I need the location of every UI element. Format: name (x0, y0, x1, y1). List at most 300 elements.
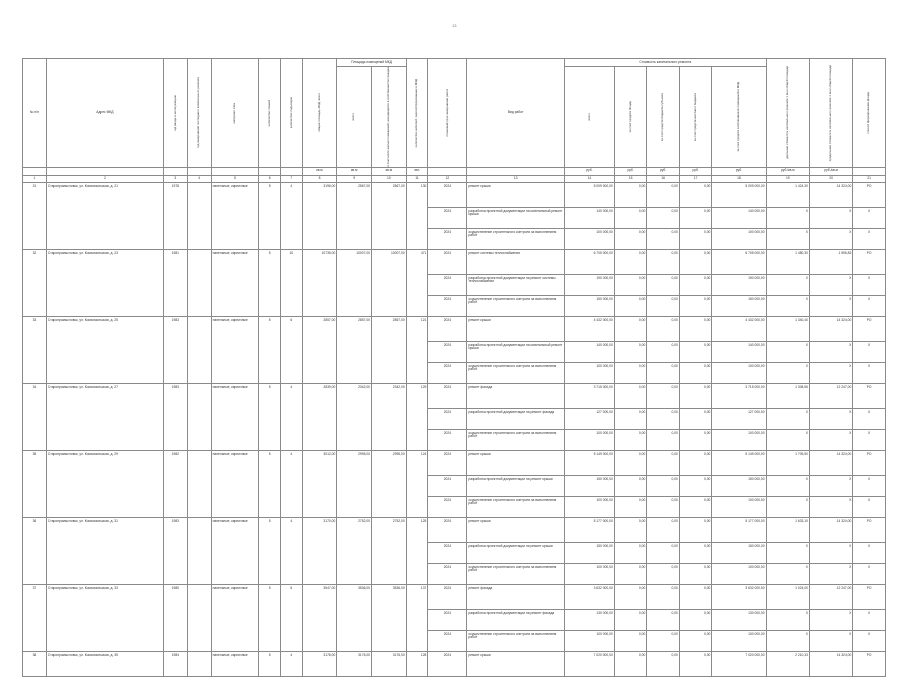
row-method: РО (853, 450, 886, 475)
row-unit-cost: 1 480,30 (766, 249, 809, 274)
row-unit-cost: X (766, 496, 809, 517)
row-cost-subject: 0,00 (647, 429, 680, 450)
row-cost-total: 5 149 000,00 (564, 450, 614, 475)
row-cost-total: 150 000,00 (564, 475, 614, 496)
row-area-all: 2857,00 (337, 316, 372, 383)
row-cost-subject: 0,00 (647, 316, 680, 341)
row-planned-year: 2024 (428, 316, 467, 341)
column-number: 16 (647, 175, 680, 182)
row-method: X (853, 228, 886, 249)
row-cost-subject: 0,00 (647, 542, 680, 563)
row-work-type: осуществление строительного контроля за выполнением работ (467, 362, 565, 383)
row-year: 1980 (163, 584, 187, 651)
row-planned-year: 2024 (428, 584, 467, 609)
row-floors: 5 (259, 651, 281, 676)
row-cost-owners: 3 632 000,00 (712, 584, 766, 609)
row-method: РО (853, 517, 886, 542)
row-last-repair (187, 316, 211, 383)
row-number: 35 (23, 450, 47, 517)
row-area-all: 2995,00 (337, 450, 372, 517)
unit-local: руб. (679, 167, 712, 175)
row-cost-owners: 100 000,00 (712, 496, 766, 517)
row-last-repair (187, 584, 211, 651)
row-work-type: осуществление строительного контроля за выполнением работ (467, 228, 565, 249)
unit-cost-total: руб. (564, 167, 614, 175)
row-planned-year: 2024 (428, 450, 467, 475)
col-num-header: № п/п (23, 59, 47, 168)
row-unit-cost: X (766, 408, 809, 429)
row-last-repair (187, 249, 211, 316)
row-work-type: разработка проектной документации на капитальный ремонт крыши (467, 207, 565, 228)
row-cost-local: 0,00 (679, 542, 712, 563)
column-number: 5 (211, 175, 259, 182)
unit-owners: руб. (712, 167, 766, 175)
row-limit-cost: 14 324,00 (809, 651, 852, 676)
col-owners-header: за счет средств собственников помещений в МКД (712, 67, 766, 168)
row-work-type: разработка проектной документации на ремонт системы теплоснабжения (467, 274, 565, 295)
column-number: 18 (712, 175, 766, 182)
row-planned-year: 2024 (428, 429, 467, 450)
row-cost-fund: 0,00 (614, 249, 647, 274)
row-limit-cost: X (809, 408, 852, 429)
group-area-header: Площадь помещений МКД (337, 59, 406, 67)
row-total-area: 2839,00 (302, 383, 337, 450)
row-method: РО (853, 182, 886, 207)
row-residents: 137 (406, 584, 428, 651)
row-year: 1983 (163, 517, 187, 584)
row-last-repair (187, 450, 211, 517)
row-cost-subject: 0,00 (647, 450, 680, 475)
column-number: 6 (259, 175, 281, 182)
row-planned-year: 2024 (428, 542, 467, 563)
row-method: X (853, 274, 886, 295)
unit-subject: руб. (647, 167, 680, 175)
row-cost-subject: 0,00 (647, 651, 680, 676)
row-method: РО (853, 249, 886, 274)
row-unit-cost: X (766, 475, 809, 496)
row-work-type: ремонт крыши (467, 450, 565, 475)
row-cost-owners: 100 000,00 (712, 228, 766, 249)
row-limit-cost: 12 247,00 (809, 584, 852, 609)
row-residents: 129 (406, 383, 428, 450)
row-planned-year: 2024 (428, 362, 467, 383)
row-limit-cost: 14 324,00 (809, 182, 852, 207)
column-number: 8 (302, 175, 337, 182)
row-cost-fund: 0,00 (614, 475, 647, 496)
row-cost-owners: 6 705 000,00 (712, 249, 766, 274)
row-wall-material: панельные, кирпичные (211, 383, 259, 450)
row-cost-total: 100 000,00 (564, 563, 614, 584)
row-cost-total: 5 009 000,00 (564, 182, 614, 207)
row-cost-owners: 100 000,00 (712, 362, 766, 383)
row-total-area: 3012,00 (302, 450, 337, 517)
row-cost-subject: 0,00 (647, 383, 680, 408)
col-residents-header: количество жителей, зарегистрированных в МКД (406, 59, 428, 168)
col-year-header: год ввода в эксплуатацию (163, 59, 187, 168)
row-total-area: 2857,00 (302, 316, 337, 383)
column-number: 10 (372, 175, 407, 182)
col-subject-header: за счет средств бюджета субъекта (647, 67, 680, 168)
row-cost-fund: 0,00 (614, 630, 647, 651)
row-limit-cost: X (809, 630, 852, 651)
col-local-header: за счет средств местного бюджета (679, 67, 712, 168)
row-cost-total: 100 000,00 (564, 630, 614, 651)
row-total-area: 3176,00 (302, 651, 337, 676)
col-work-type-header: Вид работ (467, 59, 565, 168)
row-cost-fund: 0,00 (614, 274, 647, 295)
row-cost-total: 4 432 000,00 (564, 316, 614, 341)
row-work-type: разработка проектной документации на ремонт фасада (467, 408, 565, 429)
row-number: 34 (23, 383, 47, 450)
row-planned-year: 2024 (428, 609, 467, 630)
row-cost-fund: 0,00 (614, 429, 647, 450)
column-number: 14 (564, 175, 614, 182)
col-last-repair-header: год завершения последнего капитального ремонта (187, 59, 211, 168)
row-cost-local: 0,00 (679, 383, 712, 408)
row-year: 1981 (163, 249, 187, 316)
row-residents: 471 (406, 249, 428, 316)
row-last-repair (187, 182, 211, 249)
row-planned-year: 2024 (428, 182, 467, 207)
row-limit-cost: 14 324,00 (809, 316, 852, 341)
row-unit-cost: X (766, 274, 809, 295)
row-cost-owners: 100 000,00 (712, 563, 766, 584)
row-limit-cost: X (809, 609, 852, 630)
row-total-area: 3547,00 (302, 584, 337, 651)
row-entrances: 4 (280, 450, 302, 517)
row-method: X (853, 295, 886, 316)
row-work-type: ремонт системы теплоснабжения (467, 249, 565, 274)
row-cost-total: 140 000,00 (564, 207, 614, 228)
row-residents: 121 (406, 316, 428, 383)
row-unit-cost: X (766, 563, 809, 584)
row-planned-year: 2024 (428, 517, 467, 542)
unit-fund: руб. (614, 167, 647, 175)
column-number: 19 (766, 175, 809, 182)
row-unit-cost: X (766, 630, 809, 651)
row-work-type: разработка проектной документации на ремонт фасада (467, 609, 565, 630)
row-address: Старопромысловск, ул. Комсомольская, д. 27 (46, 383, 163, 450)
column-number: 13 (467, 175, 565, 182)
row-area-all: 2567,00 (337, 182, 372, 249)
row-cost-local: 0,00 (679, 563, 712, 584)
row-cost-total: 150 000,00 (564, 542, 614, 563)
row-area-all: 2752,00 (337, 517, 372, 584)
row-wall-material: панельные, кирпичные (211, 182, 259, 249)
row-cost-local: 0,00 (679, 609, 712, 630)
row-cost-local: 0,00 (679, 630, 712, 651)
row-cost-local: 0,00 (679, 249, 712, 274)
row-cost-total: 130 000,00 (564, 609, 614, 630)
row-wall-material: панельные, кирпичные (211, 517, 259, 584)
page-number: 13 (452, 23, 457, 28)
row-cost-owners: 140 000,00 (712, 341, 766, 362)
row-method: X (853, 563, 886, 584)
row-work-type: ремонт фасада (467, 383, 565, 408)
row-limit-cost: X (809, 496, 852, 517)
row-floors: 5 (259, 517, 281, 584)
col-fund-header: за счет средств Фонда (614, 67, 647, 168)
row-cost-subject: 0,00 (647, 609, 680, 630)
row-address: Старопромысловск, ул. Комсомольская, д. 29 (46, 450, 163, 517)
row-cost-total: 100 000,00 (564, 362, 614, 383)
unit-limit-cost: руб./кв.м (809, 167, 852, 175)
row-number: 32 (23, 249, 47, 316)
row-wall-material: панельные, кирпичные (211, 584, 259, 651)
col-unit-cost-header: удельная стоимость капитального ремонта 1 кв.м общей площади (766, 59, 809, 168)
row-address: Старопромысловск, ул. Комсомольская, д. 23 (46, 249, 163, 316)
column-number: 12 (428, 175, 467, 182)
row-planned-year: 2024 (428, 563, 467, 584)
row-cost-subject: 0,00 (647, 408, 680, 429)
row-number: 37 (23, 584, 47, 651)
row-floors: 5 (259, 383, 281, 450)
row-unit-cost: X (766, 542, 809, 563)
row-method: РО (853, 316, 886, 341)
unit-unit-cost: руб./кв.м (766, 167, 809, 175)
row-unit-cost: X (766, 228, 809, 249)
row-cost-owners: 100 000,00 (712, 630, 766, 651)
col-entrances-header: количество подъездов (280, 59, 302, 168)
row-number: 36 (23, 517, 47, 584)
row-cost-owners: 150 000,00 (712, 295, 766, 316)
row-cost-local: 0,00 (679, 182, 712, 207)
row-cost-subject: 0,00 (647, 517, 680, 542)
row-last-repair (187, 383, 211, 450)
row-method: X (853, 341, 886, 362)
row-limit-cost: X (809, 429, 852, 450)
row-cost-total: 190 000,00 (564, 274, 614, 295)
row-cost-subject: 0,00 (647, 341, 680, 362)
row-area-all: 3176,00 (337, 651, 372, 676)
header-row-column-numbers (23, 175, 886, 182)
row-limit-cost: X (809, 563, 852, 584)
row-total-area: 3170,00 (302, 517, 337, 584)
row-cost-subject: 0,00 (647, 274, 680, 295)
table-row (23, 517, 886, 542)
row-cost-local: 0,00 (679, 517, 712, 542)
row-cost-total: 127 000,00 (564, 408, 614, 429)
row-entrances: 10 (280, 249, 302, 316)
row-planned-year: 2024 (428, 249, 467, 274)
row-planned-year: 2024 (428, 274, 467, 295)
row-residents: 125 (406, 517, 428, 584)
row-cost-local: 0,00 (679, 496, 712, 517)
row-cost-total: 5 177 000,00 (564, 517, 614, 542)
row-address: Старопромысловск, ул. Комсомольская, д. 31 (46, 517, 163, 584)
column-number: 15 (614, 175, 647, 182)
col-cost-total-header: всего (564, 67, 614, 168)
row-cost-fund: 0,00 (614, 228, 647, 249)
unit-residents: чел. (406, 167, 428, 175)
row-cost-owners: 127 000,00 (712, 408, 766, 429)
row-cost-total: 140 000,00 (564, 341, 614, 362)
row-cost-owners: 190 000,00 (712, 274, 766, 295)
row-work-type: ремонт крыши (467, 182, 565, 207)
row-work-type: осуществление строительного контроля за выполнением работ (467, 295, 565, 316)
row-area-residential: 2995,00 (372, 450, 407, 517)
row-entrances: 6 (280, 584, 302, 651)
row-floors: 5 (259, 450, 281, 517)
row-wall-material: панельные, кирпичные (211, 450, 259, 517)
column-number: 7 (280, 175, 302, 182)
row-method: X (853, 630, 886, 651)
row-cost-owners: 4 432 000,00 (712, 316, 766, 341)
row-cost-local: 0,00 (679, 408, 712, 429)
row-cost-fund: 0,00 (614, 584, 647, 609)
row-cost-total: 100 000,00 (564, 228, 614, 249)
row-number: 33 (23, 316, 47, 383)
row-cost-fund: 0,00 (614, 341, 647, 362)
row-cost-subject: 0,00 (647, 207, 680, 228)
row-cost-fund: 0,00 (614, 542, 647, 563)
row-cost-fund: 0,00 (614, 563, 647, 584)
row-planned-year: 2024 (428, 496, 467, 517)
row-cost-fund: 0,00 (614, 408, 647, 429)
row-cost-owners: 150 000,00 (712, 475, 766, 496)
unit-total-area: кв.м (302, 167, 337, 175)
row-planned-year: 2024 (428, 295, 467, 316)
row-cost-total: 100 000,00 (564, 429, 614, 450)
row-cost-owners: 3 715 000,00 (712, 383, 766, 408)
row-cost-local: 0,00 (679, 228, 712, 249)
table-row (23, 584, 886, 609)
col-address-header: Адрес МКД (46, 59, 163, 168)
row-last-repair (187, 651, 211, 676)
table-row (23, 316, 886, 341)
column-number: 20 (809, 175, 852, 182)
row-cost-subject: 0,00 (647, 362, 680, 383)
row-address: Старопромысловск, ул. Комсомольская, д. 21 (46, 182, 163, 249)
table-body (23, 182, 886, 676)
row-total-area: 3196,00 (302, 182, 337, 249)
row-work-type: ремонт крыши (467, 651, 565, 676)
column-number: 1 (23, 175, 47, 182)
col-planned-header: плановый срок завершения работ (428, 59, 467, 168)
table-row (23, 651, 886, 676)
row-method: X (853, 609, 886, 630)
row-work-type: осуществление строительного контроля за выполнением работ (467, 630, 565, 651)
unit-area-all: кв.м (337, 167, 372, 175)
row-unit-cost: 1 424,30 (766, 182, 809, 207)
row-method: РО (853, 584, 886, 609)
row-cost-fund: 0,00 (614, 609, 647, 630)
row-work-type: разработка проектной документации на ремонт крыши (467, 542, 565, 563)
col-method-header: способ формирования фонда (853, 59, 886, 168)
row-planned-year: 2024 (428, 651, 467, 676)
row-unit-cost: X (766, 207, 809, 228)
row-cost-owners: 150 000,00 (712, 542, 766, 563)
row-planned-year: 2024 (428, 408, 467, 429)
row-wall-material: панельные, кирпичные (211, 249, 259, 316)
row-number: 38 (23, 651, 47, 676)
row-work-type: осуществление строительного контроля за выполнением работ (467, 496, 565, 517)
row-cost-local: 0,00 (679, 651, 712, 676)
row-area-residential: 10007,00 (372, 249, 407, 316)
row-year: 1983 (163, 316, 187, 383)
col-area-res-header: в том числе жилых помещений, находящихся в собственности граждан (372, 67, 407, 168)
row-unit-cost: 1 709,50 (766, 450, 809, 475)
row-method: РО (853, 651, 886, 676)
row-cost-fund: 0,00 (614, 450, 647, 475)
row-work-type: ремонт крыши (467, 517, 565, 542)
row-limit-cost: X (809, 542, 852, 563)
row-residents: 128 (406, 651, 428, 676)
row-year: 1984 (163, 651, 187, 676)
row-method: X (853, 496, 886, 517)
column-number: 3 (163, 175, 187, 182)
row-method: X (853, 207, 886, 228)
column-number: 17 (679, 175, 712, 182)
row-area-residential: 3536,00 (372, 584, 407, 651)
row-entrances: 4 (280, 182, 302, 249)
row-cost-local: 0,00 (679, 316, 712, 341)
row-floors: 5 (259, 584, 281, 651)
row-cost-total: 7 020 000,00 (564, 651, 614, 676)
row-cost-local: 0,00 (679, 450, 712, 475)
row-cost-local: 0,00 (679, 274, 712, 295)
row-year: 1983 (163, 383, 187, 450)
table-row (23, 182, 886, 207)
row-cost-owners: 5 149 000,00 (712, 450, 766, 475)
row-limit-cost: X (809, 341, 852, 362)
row-cost-subject: 0,00 (647, 475, 680, 496)
row-total-area: 10735,00 (302, 249, 337, 316)
row-floors: 5 (259, 249, 281, 316)
row-work-type: ремонт фасада (467, 584, 565, 609)
row-unit-cost: 2 210,33 (766, 651, 809, 676)
row-cost-local: 0,00 (679, 584, 712, 609)
repair-register-table (22, 58, 886, 677)
row-planned-year: 2024 (428, 207, 467, 228)
row-area-residential: 2752,00 (372, 517, 407, 584)
row-planned-year: 2024 (428, 475, 467, 496)
row-entrances: 4 (280, 651, 302, 676)
header-row-groups (23, 59, 886, 67)
row-residents: 130 (406, 182, 428, 249)
row-year: 1978 (163, 182, 187, 249)
row-area-residential: 2857,00 (372, 316, 407, 383)
col-total-area-header: общая площадь МКД, всего (302, 59, 337, 168)
row-cost-fund: 0,00 (614, 383, 647, 408)
row-year: 1982 (163, 450, 187, 517)
row-work-type: осуществление строительного контроля за выполнением работ (467, 563, 565, 584)
row-limit-cost: X (809, 207, 852, 228)
row-cost-total: 150 000,00 (564, 295, 614, 316)
row-cost-subject: 0,00 (647, 630, 680, 651)
row-work-type: разработка проектной документации на ремонт крыши (467, 475, 565, 496)
row-floors: 5 (259, 182, 281, 249)
row-limit-cost: X (809, 295, 852, 316)
row-area-residential: 3176,00 (372, 651, 407, 676)
column-number: 11 (406, 175, 428, 182)
row-cost-owners: 5 009 000,00 (712, 182, 766, 207)
row-planned-year: 2024 (428, 383, 467, 408)
row-cost-fund: 0,00 (614, 362, 647, 383)
row-unit-cost: X (766, 362, 809, 383)
row-work-type: ремонт крыши (467, 316, 565, 341)
row-cost-fund: 0,00 (614, 651, 647, 676)
row-planned-year: 2024 (428, 341, 467, 362)
row-limit-cost: X (809, 274, 852, 295)
row-cost-owners: 100 000,00 (712, 429, 766, 450)
row-planned-year: 2024 (428, 630, 467, 651)
row-entrances: 4 (280, 383, 302, 450)
row-address: Старопромысловск, ул. Комсомольская, д. 25 (46, 316, 163, 383)
row-cost-subject: 0,00 (647, 584, 680, 609)
row-cost-total: 6 705 000,00 (564, 249, 614, 274)
row-method: X (853, 408, 886, 429)
